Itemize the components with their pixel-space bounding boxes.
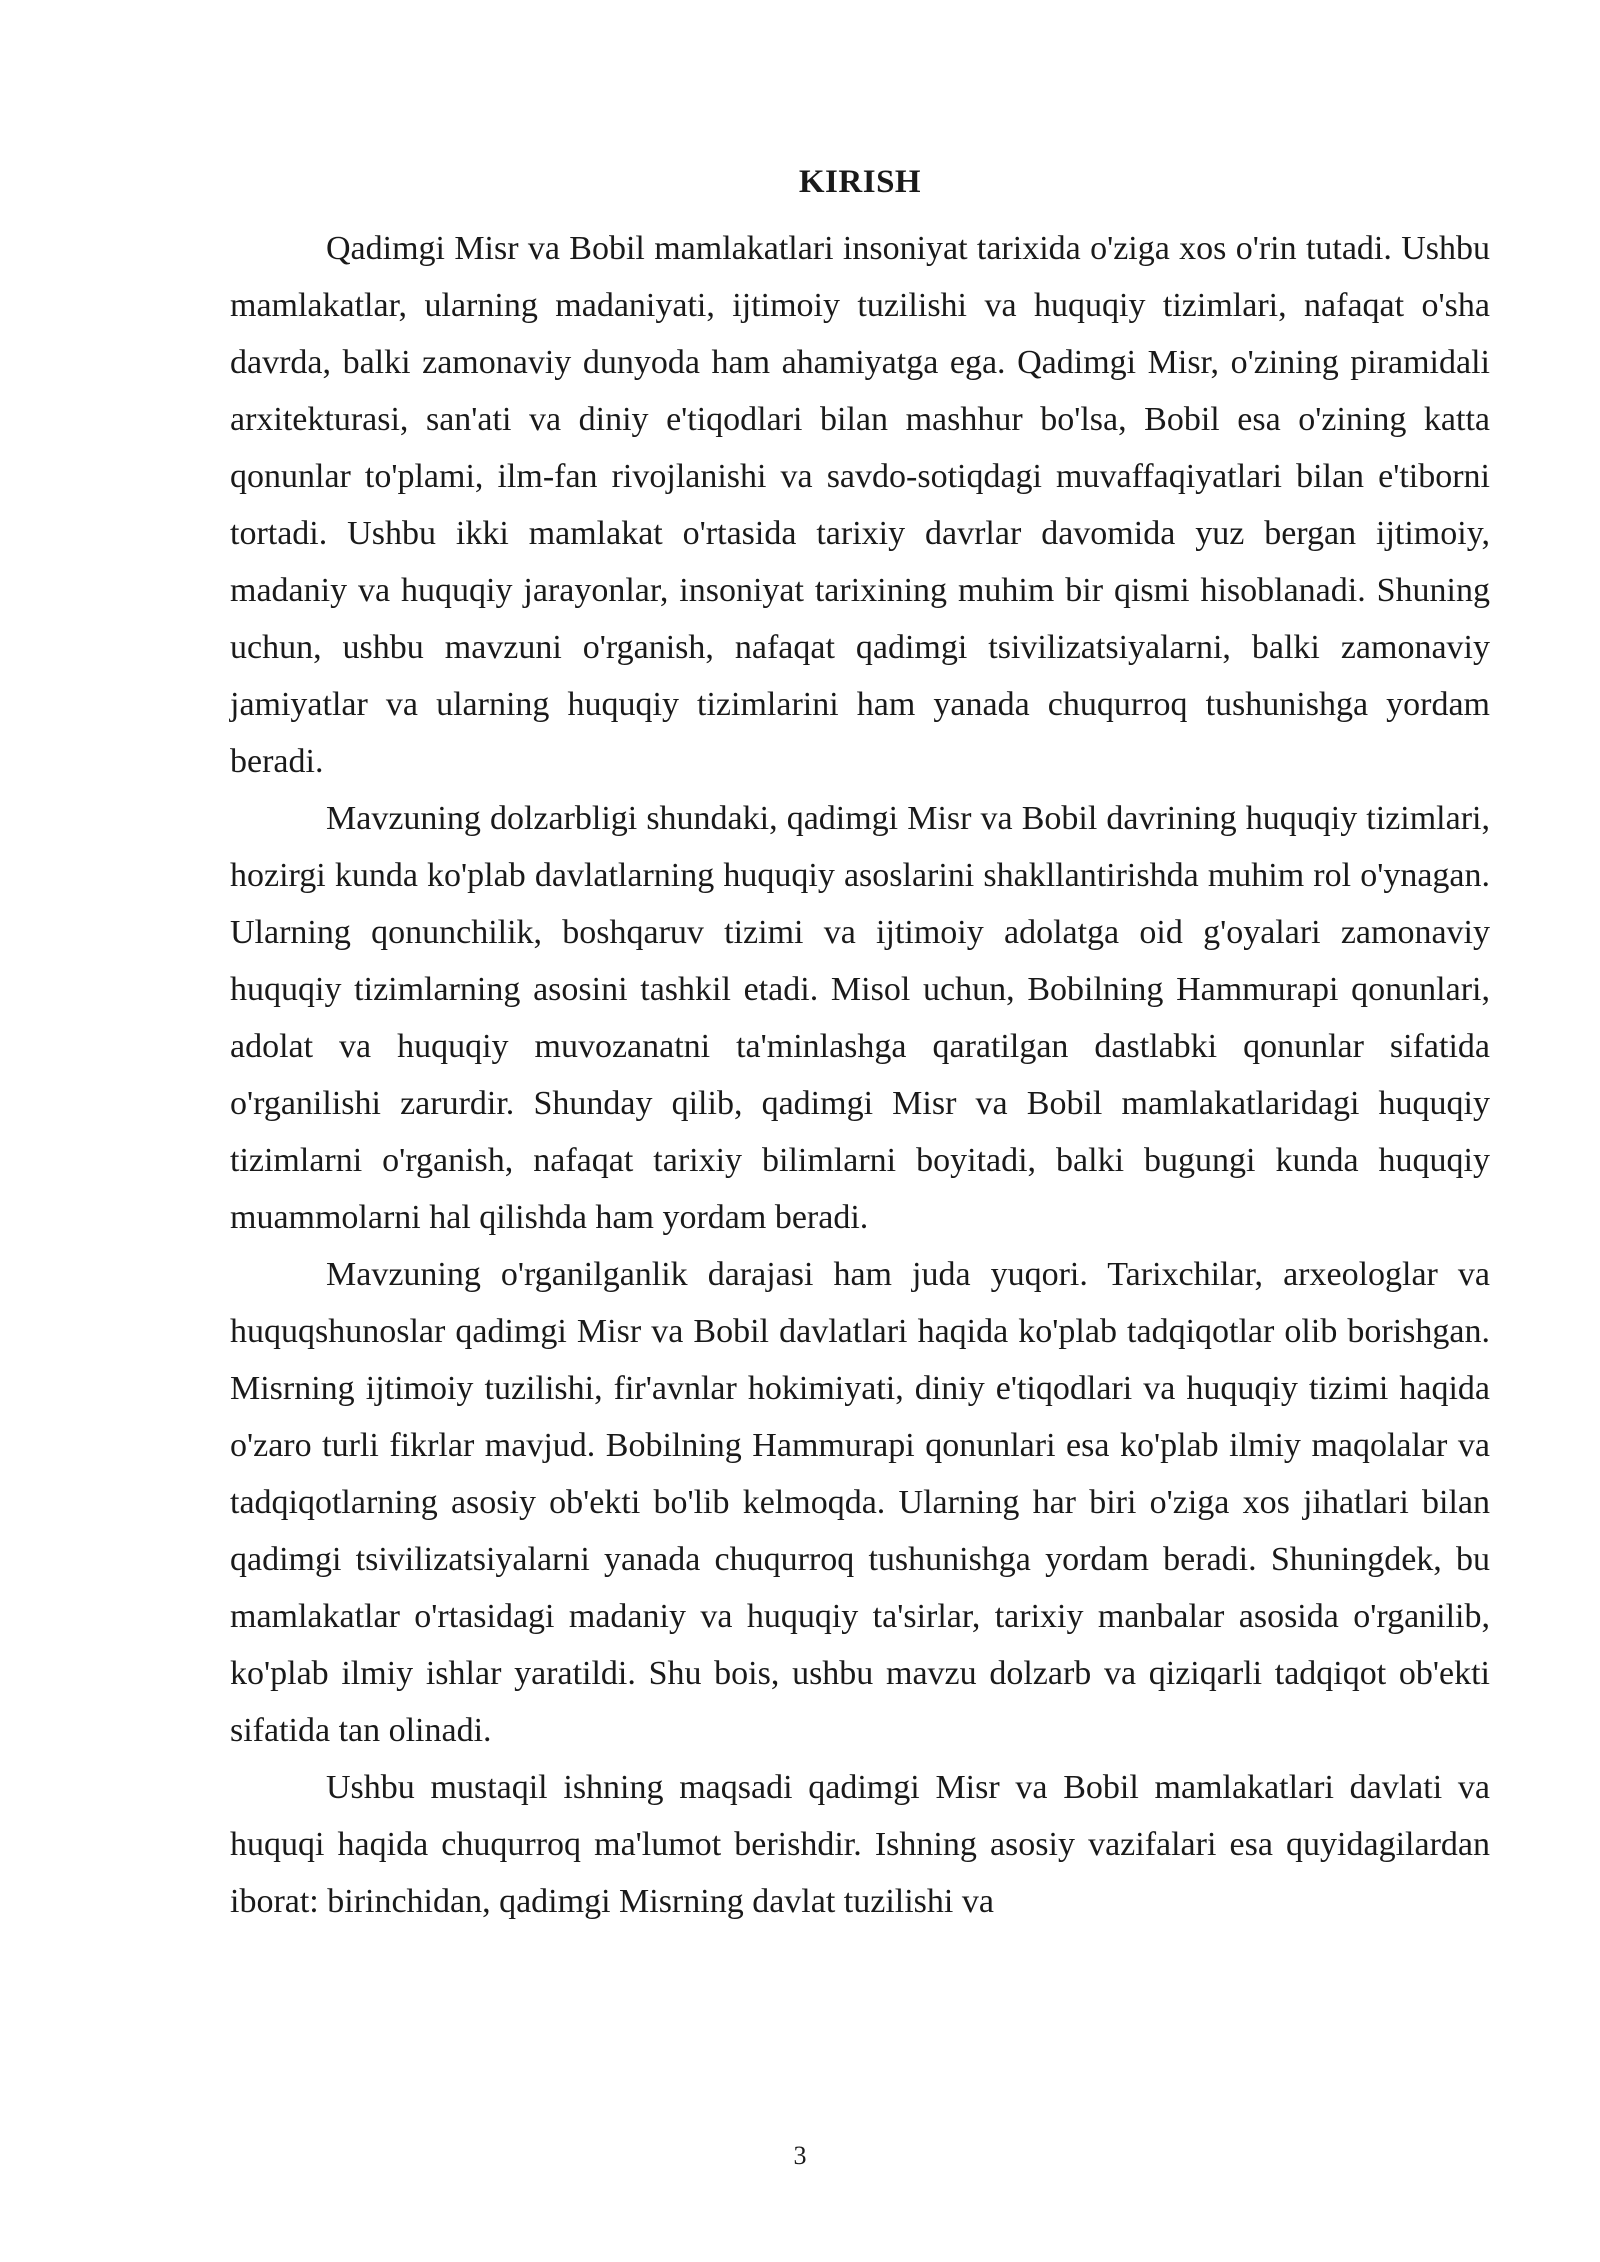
- paragraph-2: Mavzuning dolzarbligi shundaki, qadimgi Misr va Bobil davrining huquqiy tizimlari, hozirgi kunda ko'plab davlatlarning huquqiy asoslarini shakllantirishda muhim rol o'ynagan. Ularning qonunchilik, boshqaruv tizimi va ijtimoiy adolatga oid g'oyalari zamonaviy huquqiy tizimlarning asosini tashkil etadi. Misol uchun, Bobilning Hammurapi qonunlari, adolat va huquqiy muvozanatni ta'minlashga qaratilgan dastlabki qonunlar sifatida o'rganilishi zarurdir. Shunday qilib, qadimgi Misr va Bobil mamlakatlaridagi huquqiy tizimlarni o'rganish, nafaqat tarixiy bilimlarni boyitadi, balki bugungi kunda huquqiy muammolarni hal qilishda ham yordam beradi.: [230, 800, 1490, 1236]
- page-number: 3: [793, 2141, 807, 2170]
- paragraph-1: Qadimgi Misr va Bobil mamlakatlari insoniyat tarixida o'ziga xos o'rin tutadi. Ushbu mamlakatlar, ularning madaniyati, ijtimoiy tuzilishi va huquqiy tizimlari, nafaqat o'sha davrda, balki zamonaviy dunyoda ham ahamiyatga ega. Qadimgi Misr, o'zining piramidali arxitekturasi, san'ati va diniy e'tiqodlari bilan mashhur bo'lsa, Bobil esa o'zining katta qonunlar to'plami, ilm-fan rivojlanishi va savdo-sotiqdagi muvaffaqiyatlari bilan e'tiborni tortadi. Ushbu ikki mamlakat o'rtasida tarixiy davrlar davomida yuz bergan ijtimoiy, madaniy va huquqiy jarayonlar, insoniyat tarixining muhim bir qismi hisoblanadi. Shuning uchun, ushbu mavzuni o'rganish, nafaqat qadimgi tsivilizatsiyalarni, balki zamonaviy jamiyatlar va ularning huquqiy tizimlarini ham yanada chuqurroq tushunishga yordam beradi.: [230, 230, 1490, 780]
- paragraph-3: Mavzuning o'rganilganlik darajasi ham juda yuqori. Tarixchilar, arxeologlar va huquqshunoslar qadimgi Misr va Bobil davlatlari haqida ko'plab tadqiqotlar olib borishgan. Misrning ijtimoiy tuzilishi, fir'avnlar hokimiyati, diniy e'tiqodlari va huquqiy tizimi haqida o'zaro turli fikrlar mavjud. Bobilning Hammurapi qonunlari esa ko'plab ilmiy maqolalar va tadqiqotlarning asosiy ob'ekti bo'lib kelmoqda. Ularning har biri o'ziga xos jihatlari bilan qadimgi tsivilizatsiyalarni yanada chuqurroq tushunishga yordam beradi. Shuningdek, bu mamlakatlar o'rtasidagi madaniy va huquqiy ta'sirlar, tarixiy manbalar asosida o'rganilib, ko'plab ilmiy ishlar yaratildi. Shu bois, ushbu mavzu dolzarb va qiziqarli tadqiqot ob'ekti sifatida tan olinadi.: [230, 1256, 1490, 1749]
- section-title: KIRISH: [798, 164, 922, 200]
- paragraph-4: Ushbu mustaqil ishning maqsadi qadimgi Misr va Bobil mamlakatlari davlati va huquqi haqida chuqurroq ma'lumot berishdir. Ishning asosiy vazifalari esa quyidagilardan iborat: birinchidan, qadimgi Misrning davlat tuzilishi va: [230, 1769, 1490, 1920]
- page-content: [230, 150, 1490, 1930]
